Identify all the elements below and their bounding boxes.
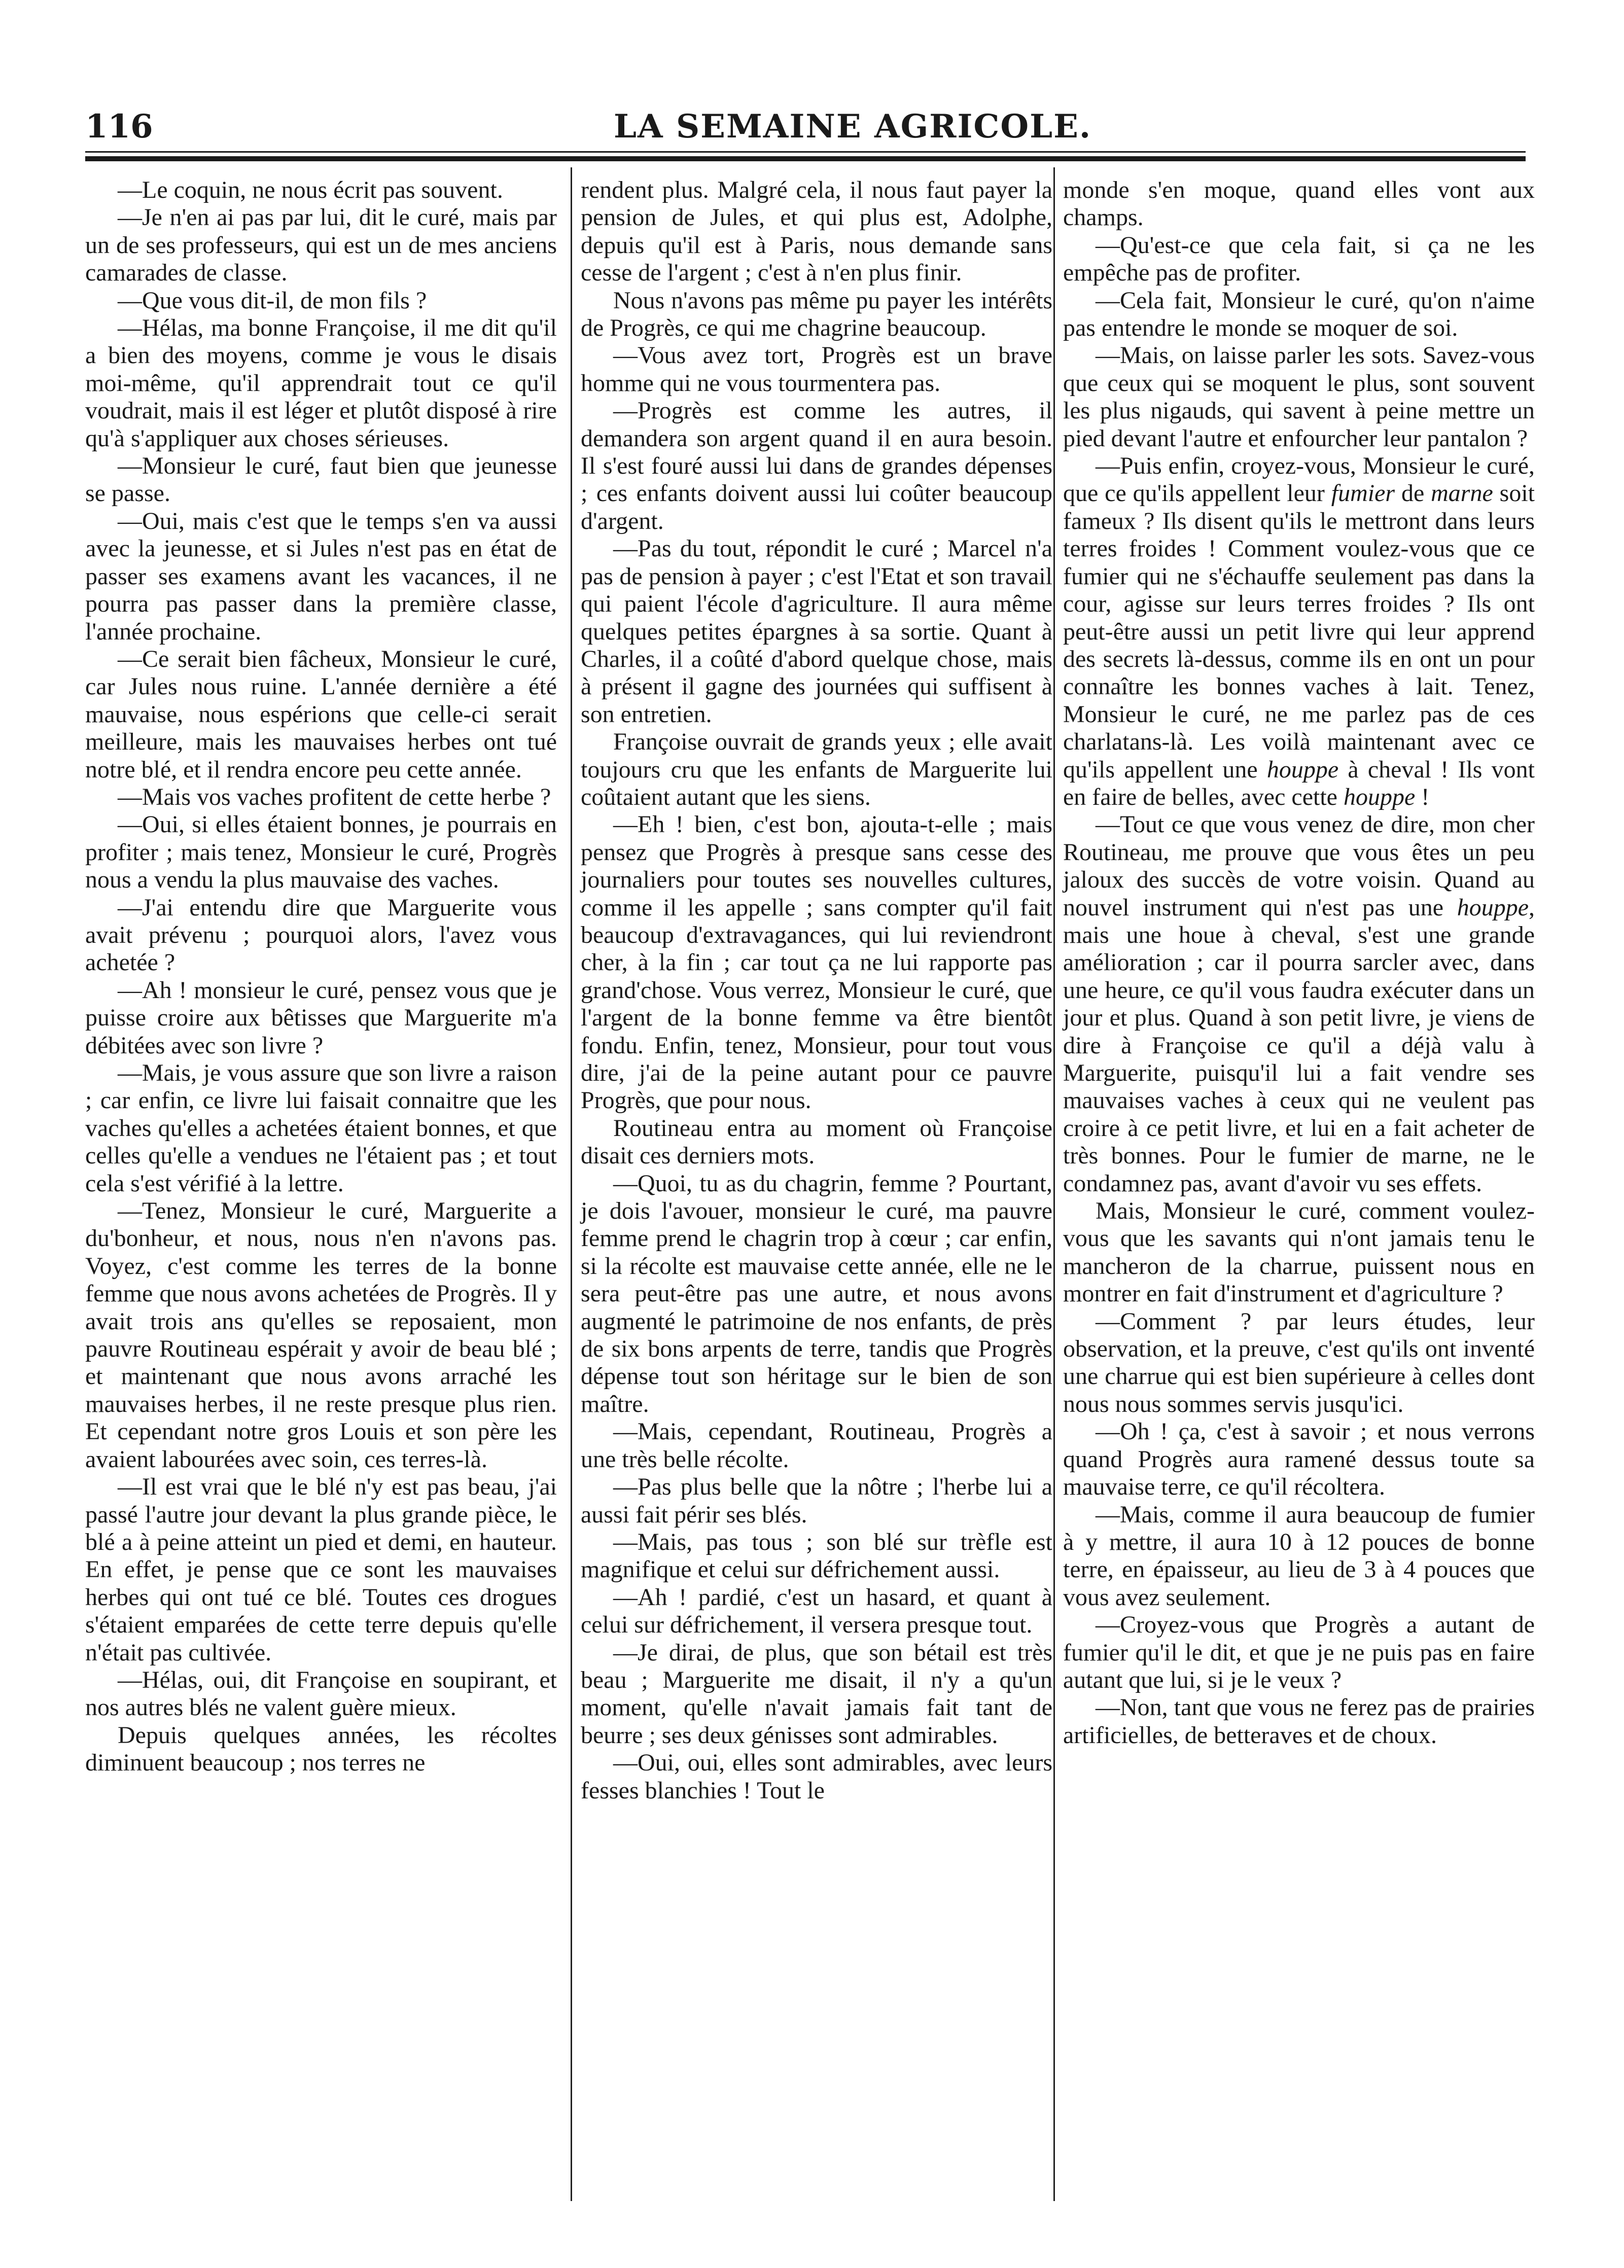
- paragraph: —Hélas, oui, dit Françoise en soupirant, et nos autres blés ne valent guère mieux.: [85, 1666, 557, 1721]
- paragraph: —Hélas, ma bonne Françoise, il me dit qu'il a bien des moyens, comme je vous le disais moi-même, qu'il apprendrait tout ce qu'il voudrait, mais il est léger et plutôt disposé à rire qu'à s'appliquer aux choses sérieuses.: [85, 314, 557, 452]
- paragraph: —Ce serait bien fâcheux, Monsieur le curé, car Jules nous ruine. L'année dernière a été mauvaise, nous espérions que celle-ci serait meilleure, mais les mauvaises herbes ont tué notre blé, et il rendra encore peu cette année.: [85, 645, 557, 783]
- paragraph: —Que vous dit-il, de mon fils ?: [118, 287, 427, 314]
- paragraph: monde s'en moque, quand elles vont aux champs.: [1063, 176, 1535, 231]
- paragraph: —Progrès est comme les autres, il demandera son argent quand il en aura besoin. Il s'est fouré aussi lui dans de grandes dépenses ; ces enfants doivent aussi lui coûter beaucoup d'argent.: [581, 397, 1052, 535]
- paragraph: —Ah ! pardié, c'est un hasard, et quant à celui sur défrichement, il versera presque tout.: [581, 1583, 1052, 1639]
- page-number: 116: [85, 108, 153, 146]
- paragraph: —Mais, on laisse parler les sots. Savez-vous que ceux qui se moquent le plus, sont souvent les plus nigauds, qui savent à peine mettre un pied devant l'autre et enfourcher leur pantalon ?: [1063, 342, 1535, 452]
- paragraph: —Il est vrai que le blé n'y est pas beau, j'ai passé l'autre jour devant la plus grande pièce, le blé a à peine atteint un pied et demi, en hauteur. En effet, je pense que ce sont les mauvaises herbes qui ont tué ce blé. Toutes ces drogues s'étaient emparées de cette terre depuis qu'elle n'était pas cultivée.: [85, 1473, 557, 1666]
- paragraph: —Mais vos vaches profitent de cette herbe ?: [118, 783, 551, 810]
- paragraph: —Pas plus belle que la nôtre ; l'herbe lui a aussi fait périr ses blés.: [581, 1473, 1052, 1528]
- paragraph: —Tout ce que vous venez de dire, mon cher Routineau, me prouve que vous êtes un peu jaloux des succès de votre voisin. Quand au nouvel instrument qui n'est pas une houppe, mais une houe à cheval, s'est une grande amélioration ; car il pourra sarcler avec, dans une heure, ce qu'il vous faudra exécuter dans un jour et plus. Quand à son petit livre, je viens de dire à Françoise ce qu'il a déjà valu à Marguerite, puisqu'il lui a fait vendre ses mauvaises vaches à ceux qui ne veulent pas croire à ce petit livre, et lui en a fait acheter de très bonnes. Pour le fumier de marne, ne le condamnez pas, avant d'avoir vu ses effets.: [1063, 811, 1535, 1197]
- column-divider-1: [571, 167, 572, 2201]
- paragraph: —Non, tant que vous ne ferez pas de prairies artificielles, de betteraves et de choux.: [1063, 1694, 1535, 1749]
- text-column-3: [1063, 176, 1535, 1749]
- paragraph: —Oh ! ça, c'est à savoir ; et nous verrons quand Progrès aura ramené dessus toute sa mauvaise terre, ce qu'il récoltera.: [1063, 1418, 1535, 1501]
- paragraph: —Qu'est-ce que cela fait, si ça ne les empêche pas de profiter.: [1063, 231, 1535, 287]
- paragraph: —Monsieur le curé, faut bien que jeunesse se passe.: [85, 452, 557, 507]
- paragraph: —Pas du tout, répondit le curé ; Marcel n'a pas de pension à payer ; c'est l'Etat et son travail qui paient l'école d'agriculture. Il aura même quelques petites épargnes à sa sortie. Quant à Charles, il a coûté d'abord quelque chose, mais à présent il gagne des journées qui suffisent à son entretien.: [581, 535, 1052, 728]
- paragraph: —Mais, pas tous ; son blé sur trèfle est magnifique et celui sur défrichement aussi.: [581, 1528, 1052, 1583]
- paragraph: —Oui, oui, elles sont admirables, avec leurs fesses blanchies ! Tout le: [581, 1749, 1052, 1804]
- column-divider-2: [1053, 167, 1055, 2201]
- journal-title: LA SEMAINE AGRICOLE.: [614, 108, 1092, 146]
- paragraph: —J'ai entendu dire que Marguerite vous avait prévenu ; pourquoi alors, l'avez vous achetée ?: [85, 894, 557, 976]
- paragraph: —Le coquin, ne nous écrit pas souvent.: [118, 176, 503, 203]
- paragraph: Depuis quelques années, les récoltes diminuent beaucoup ; nos terres ne: [85, 1721, 557, 1777]
- paragraph: —Mais, cependant, Routineau, Progrès a une très belle récolte.: [581, 1418, 1052, 1473]
- paragraph: —Eh ! bien, c'est bon, ajouta-t-elle ; mais pensez que Progrès à presque sans cesse des journaliers pour toutes ses nouvelles cultures, comme il les appelle ; sans compter qu'il fait beaucoup d'extravagances, qui lui reviendront cher, à la fin ; car tout ça ne lui rapporte pas grand'chose. Vous verrez, Monsieur le curé, que l'argent de la bonne femme va être bientôt fondu. Enfin, tenez, Monsieur, pour tout vous dire, j'ai de la peine autant pour ce pauvre Progrès, que pour nous.: [581, 811, 1052, 1114]
- paragraph: —Ah ! monsieur le curé, pensez vous que je puisse croire aux bêtisses que Marguerite m'a débitées avec son livre ?: [85, 976, 557, 1059]
- text-column-2: [581, 176, 1052, 1804]
- header-rule-thick: [85, 156, 1526, 161]
- paragraph: —Puis enfin, croyez-vous, Monsieur le curé, que ce qu'ils appellent leur fumier de marne soit fameux ? Ils disent qu'ils le mettront dans leurs terres froides ! Comment voulez-vous que ce fumier qui ne s'échauffe seulement pas dans la cour, agisse sur leurs terres froides ? Ils ont peut-être aussi un petit livre qui leur apprend des secrets là-dessus, comme ils en ont un pour connaître les bonnes vaches à lait. Tenez, Monsieur le curé, ne me parlez pas de ces charlatans-là. Les voilà maintenant avec ce qu'ils appellent une houppe à cheval ! Ils vont en faire de belles, avec cette houppe !: [1063, 452, 1535, 810]
- header-rule-thin: [85, 151, 1526, 153]
- paragraph: —Tenez, Monsieur le curé, Marguerite a du'bonheur, et nous, nous n'en n'avons pas. Voyez, c'est comme les terres de la bonne femme que nous avons achetées de Progrès. Il y avait trois ans qu'elles se reposaient, mon pauvre Routineau espérait y avoir de beau blé ; et maintenant que nous avons arraché les mauvaises herbes, il ne reste presque plus rien. Et cependant notre gros Louis et son père les avaient labourées avec soin, ces terres-là.: [85, 1197, 557, 1473]
- paragraph: —Comment ? par leurs études, leur observation, et la preuve, c'est qu'ils ont inventé une charrue qui est bien supérieure à celles dont nous nous sommes servis jusqu'ici.: [1063, 1307, 1535, 1418]
- paragraph: Nous n'avons pas même pu payer les intérêts de Progrès, ce qui me chagrine beaucoup.: [581, 287, 1052, 342]
- paragraph: —Oui, mais c'est que le temps s'en va aussi avec la jeunesse, et si Jules n'est pas en état de passer ses examens avant les vacances, il ne pourra pas passer dans la première classe, l'année prochaine.: [85, 507, 557, 645]
- page-header: [0, 0, 1624, 167]
- paragraph: Françoise ouvrait de grands yeux ; elle avait toujours cru que les enfants de Marguerite lui coûtaient autant que les siens.: [581, 728, 1052, 810]
- paragraph: —Vous avez tort, Progrès est un brave homme qui ne vous tourmentera pas.: [581, 342, 1052, 397]
- paragraph: —Mais, je vous assure que son livre a raison ; car enfin, ce livre lui faisait connaitre que les vaches qu'elles a achetées étaient bonnes, et que celles qu'elle a vendues ne l'étaient pas ; et tout cela s'est vérifié à la lettre.: [85, 1059, 557, 1197]
- paragraph: rendent plus. Malgré cela, il nous faut payer la pension de Jules, et qui plus est, Adolphe, depuis qu'il est à Paris, nous demande sans cesse de l'argent ; c'est à n'en plus finir.: [581, 176, 1052, 287]
- paragraph: —Quoi, tu as du chagrin, femme ? Pourtant, je dois l'avouer, monsieur le curé, ma pauvre femme prend le chagrin trop à cœur ; car enfin, si la récolte est mauvaise cette année, elle ne le sera peut-être pas une autre, et nous avons augmenté le patrimoine de nos enfants, de près de six bons arpents de terre, tandis que Progrès dépense tout son héritage sur le bien de son maître.: [581, 1170, 1052, 1418]
- paragraph: Mais, Monsieur le curé, comment voulez-vous que les savants qui n'ont jamais tenu le mancheron de la charrue, puissent nous en montrer en fait d'instrument et d'agriculture ?: [1063, 1197, 1535, 1307]
- paragraph: —Je dirai, de plus, que son bétail est très beau ; Marguerite me disait, il n'y a qu'un moment, qu'elle n'avait jamais fait tant de beurre ; ses deux génisses sont admirables.: [581, 1639, 1052, 1749]
- paragraph: —Croyez-vous que Progrès a autant de fumier qu'il le dit, et que je ne puis pas en faire autant que lui, si je le veux ?: [1063, 1611, 1535, 1693]
- paragraph: —Mais, comme il aura beaucoup de fumier à y mettre, il aura 10 à 12 pouces de bonne terre, en épaisseur, au lieu de 3 à 4 pouces que vous avez seulement.: [1063, 1501, 1535, 1611]
- paragraph: —Oui, si elles étaient bonnes, je pourrais en profiter ; mais tenez, Monsieur le curé, Progrès nous a vendu la plus mauvaise des vaches.: [85, 811, 557, 894]
- paragraph: —Cela fait, Monsieur le curé, qu'on n'aime pas entendre le monde se moquer de soi.: [1063, 287, 1535, 342]
- paragraph: Routineau entra au moment où Françoise disait ces derniers mots.: [581, 1114, 1052, 1170]
- paragraph: —Je n'en ai pas par lui, dit le curé, mais par un de ses professeurs, qui est un de mes anciens camarades de classe.: [85, 204, 557, 287]
- text-column-1: [85, 176, 557, 1777]
